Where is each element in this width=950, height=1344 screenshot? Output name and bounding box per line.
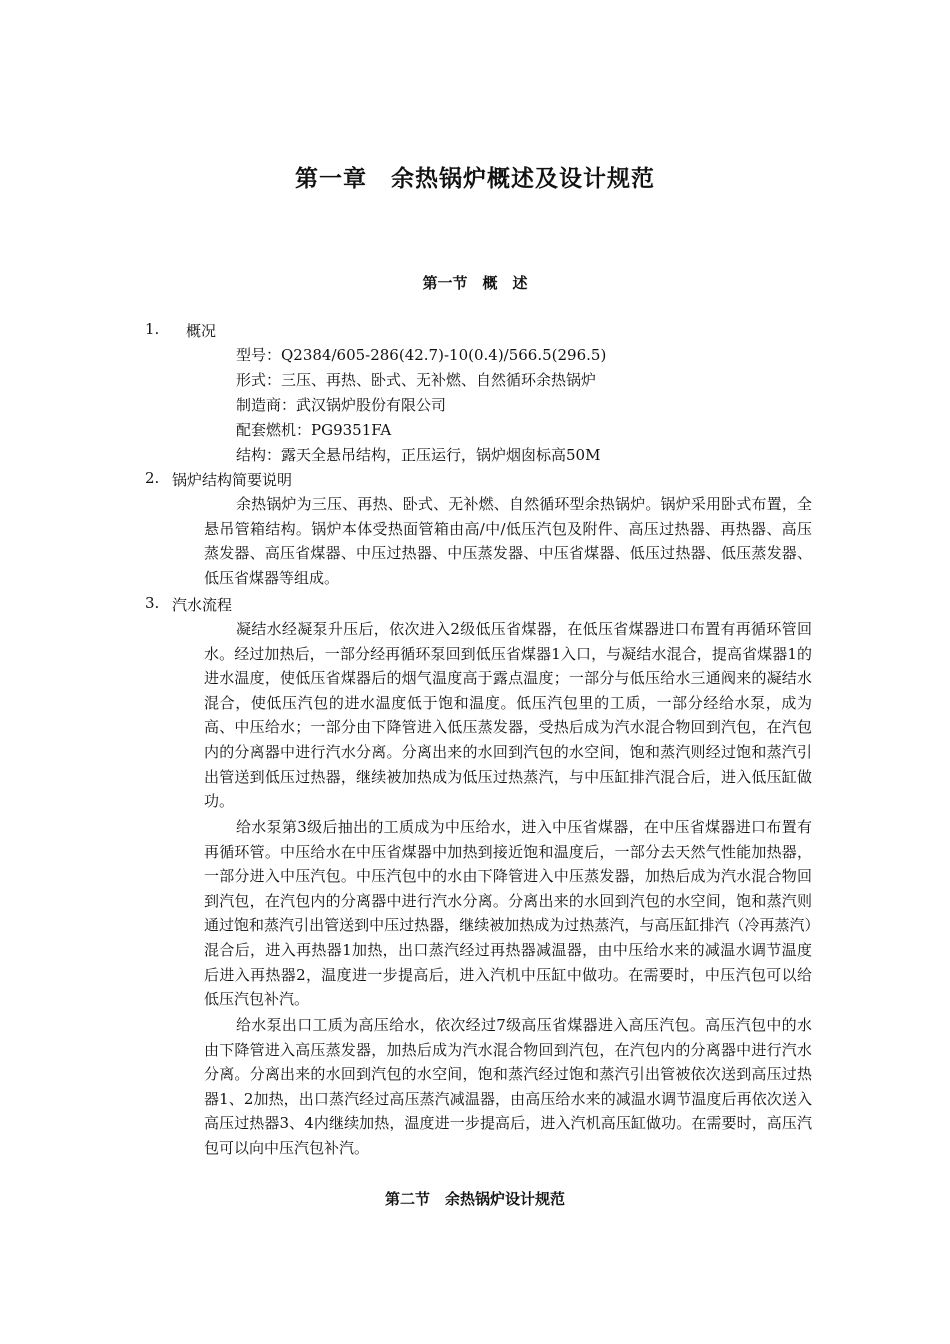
chapter-title: 第一章 余热锅炉概述及设计规范 [295,166,655,192]
item-number: 3. [145,594,160,612]
item-title: 汽水流程 [172,596,233,614]
spec-gas-turbine: 配套燃机：PG9351FA [236,421,392,439]
paragraph: 给水泵出口工质为高压给水，依次经过7级高压省煤器进入高压汽包。高压汽包中的水由下降管进入高压蒸发器，加热后成为汽水混合物回到汽包，在汽包内的分离器中进行汽水分离。分离出来的水回到汽包的水空间，饱和蒸汽经过饱和蒸汽引出管被依次送到高压过热器1、2加热，出口蒸汽经过高压蒸汽减温器，由高压给水来的减温水调节温度后再依次送入高压过热器3、4内继续加热，温度进一步提高后，进入汽机高压缸做功。在需要时，高压汽包可以向中压汽包补汽。 [204,1016,812,1157]
item-number: 1. [145,320,160,338]
spec-model: 型号：Q2384/605-286(42.7)-10(0.4)/566.5(296.5) [236,346,607,364]
spec-manufacturer: 制造商：武汉锅炉股份有限公司 [236,396,447,414]
section-title: 第一节 概 述 [422,274,528,292]
paragraph: 凝结水经凝泵升压后，依次进入2级低压省煤器，在低压省煤器进口布置有再循环管回水。经过加热后，一部分经再循环泵回到低压省煤器1入口，与凝结水混合，提高省煤器1的进水温度，使低压省煤器后的烟气温度高于露点温度；一部分与低压给水三通阀来的凝结水混合，使低压汽包的进水温度低于饱和温度。低压汽包里的工质，一部分经给水泵，成为高、中压给水；一部分由下降管进入低压蒸发器，受热后成为汽水混合物回到汽包，在汽包内的分离器中进行汽水分离。分离出来的水回到汽包的水空间，饱和蒸汽则经过饱和蒸汽引出管送到低压过热器，继续被加热成为低压过热蒸汽，与中压缸排汽混合后，进入低压缸做功。 [204,620,812,811]
item-title: 概况 [186,322,217,340]
item-title: 锅炉结构简要说明 [172,471,293,489]
spec-structure: 结构：露天全悬吊结构，正压运行，锅炉烟囱标高50M [236,446,601,464]
spec-type: 形式：三压、再热、卧式、无补燃、自然循环余热锅炉 [236,371,597,389]
paragraph: 给水泵第3级后抽出的工质成为中压给水，进入中压省煤器，在中压省煤器进口布置有再循环管。中压给水在中压省煤器中加热到接近饱和温度后，一部分去天然气性能加热器，一部分进入中压汽包。中压汽包中的水由下降管进入中压蒸发器，加热后成为汽水混合物回到汽包，在汽包内的分离器中进行汽水分离。分离出来的水回到汽包的水空间，饱和蒸汽则通过饱和蒸汽引出管送到中压过热器，继续被加热成为过热蒸汽，与高压缸排汽（冷再蒸汽）混合后，进入再热器1加热，出口蒸汽经过再热器减温器，由中压给水来的减温水调节温度后进入再热器2，温度进一步提高后，进入汽机中压缸中做功。在需要时，中压汽包可以给低压汽包补汽。 [204,818,812,1009]
item-number: 2. [145,469,160,487]
paragraph: 余热锅炉为三压、再热、卧式、无补燃、自然循环型余热锅炉。锅炉采用卧式布置，全悬吊管箱结构。锅炉本体受热面管箱由高/中/低压汽包及附件、高压过热器、再热器、高压蒸发器、高压省煤器、中压过热器、中压蒸发器、中压省煤器、低压过热器、低压蒸发器、低压省煤器等组成。 [204,495,812,587]
section-title: 第二节 余热锅炉设计规范 [384,1190,565,1208]
spec-list [236,343,606,468]
